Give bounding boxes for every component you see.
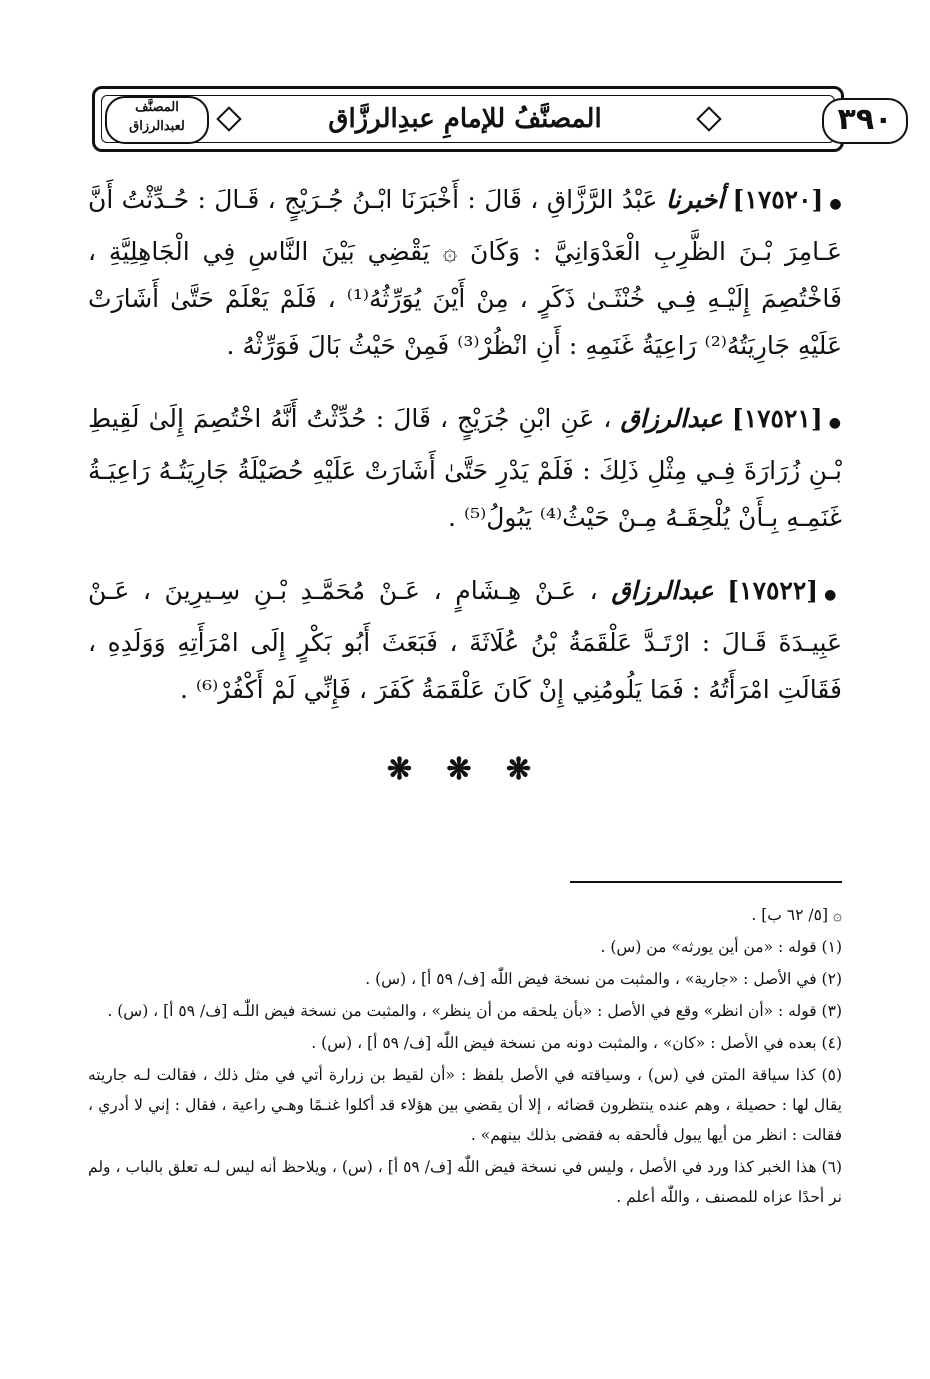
footnote: (٣) قوله : «أن انظر» وقع في الأصل : «بأن يلحقه من أن ينظر» ، والمثبت من نسخة فيض اللّٰـه [ف/ ٥٩ أ] ، (س) . — [107, 1002, 842, 1020]
page-number: ٣٩٠ — [822, 98, 908, 144]
hadith-text: عَبْدُ الرَّزَّاقِ ، قَالَ : أَخْبَرَنَا ابْـنُ جُـرَيْجٍ ، قَـالَ : حُـدِّثْتُ أَنَّ عَـامِرَ بْـنَ الظَّرِبِ الْعَدْوَانِيَّ : وَكَانَ ۞ يَقْضِي بَيْنَ النَّاسِ فِي الْجَاهِلِيَّةِ ، فَاخْتُصِمَ إِلَيْـهِ فِـي خُنْثَـىٰ ذَكَرٍ ، مِنْ أَيْنَ يُوَرِّثُهُ⁽¹⁾ ، فَلَمْ يَعْلَمْ حَتَّىٰ أَشَارَتْ عَلَيْهِ جَارِيَتُهُ⁽²⁾ رَاعِيَةُ غَنَمِهِ : أَنِ انْظُرْ⁽³⁾ فَمِنْ حَيْثُ بَالَ فَوَرِّثْهُ . — [88, 185, 842, 360]
main-text — [88, 176, 842, 739]
hadith-number: [١٧٥٢٢] — [727, 576, 819, 605]
section-separator: ❋ ❋ ❋ — [386, 752, 544, 787]
footnote: (٦) هذا الخبر كذا ورد في الأصل ، وليس في نسخة فيض اللّٰه [ف/ ٥٩ أ] ، (س) ، ويلاحظ أنه ليس لـه تعلق بالباب ، ولم نر أحدًا عزاه للمصنف ، واللّٰه أعلم . — [88, 1158, 842, 1206]
hadith-text: ، عَنِ ابْنِ جُرَيْجٍ ، قَالَ : حُدِّثْتُ أَنَّهُ اخْتُصِمَ إِلَىٰ لَقِيطِ بْـنِ زُرَارَةَ فِـي مِثْلِ ذَلِكَ : فَلَمْ يَدْرِ حَتَّىٰ أَشَارَتْ عَلَيْهِ حُصَيْلَةُ جَارِيَتُـهُ رَاعِيَـةُ غَنَمِـهِ بِـأَنْ يُلْحِقَـهُ مِـنْ حَيْثُ⁽⁴⁾ يَبُولُ⁽⁵⁾ . — [88, 404, 842, 532]
hadith-number: [١٧٥٢١] — [731, 404, 823, 433]
bullet-icon: ● — [829, 196, 843, 212]
hadith-number: [١٧٥٢٠] — [732, 185, 824, 214]
footnote: (١) قوله : «من أين يورثه» من (س) . — [600, 938, 842, 956]
book-title: المصنَّفُ للإمامِ عبدِالرزَّاق — [328, 104, 602, 134]
isnad-abbrev: عبدالرزاق — [611, 576, 714, 605]
isnad-abbrev: أخبرنا — [665, 185, 725, 214]
isnad-abbrev: عبدالرزاق — [620, 404, 723, 433]
hadith-text: ، عَـنْ هِـشَامٍ ، عَـنْ مُحَمَّـدِ بْـنِ سِـيرِينَ ، عَـنْ عَبِيـدَةَ قَـالَ : ارْتَـدَّ عَلْقَمَةُ بْنُ عُلَاثَةَ ، فَبَعَثَ أَبُو بَكْرٍ إِلَى امْرَأَتِهِ وَوَلَدِهِ ، فَقَالَتِ امْرَأَتُهُ : فَمَا يَلُومُنِي إِنْ كَانَ عَلْقَمَةُ كَفَرَ ، فَإِنِّي لَمْ أَكْفُرْ⁽⁶⁾ . — [88, 576, 842, 704]
bullet-icon: ● — [824, 587, 842, 603]
hadith-paragraph — [88, 395, 842, 541]
hadith-paragraph — [88, 176, 842, 369]
footnote: (٥) كذا سياقة المتن في (س) ، وسياقته في الأصل بلفظ : «أن لقيط بن زرارة أتي في مثل ذلك ، فقالت لـه جاريته يقال لها : حصيلة ، وهم عنده ينتظرون قضائه ، إلا أن يقضي بين هؤلاء قد أكلوا غنـمًا وهـي راعية ، فقال : إني لا أدري ، فقالت : انظر من أيها يبول فألحقه به فقضى بذلك بينهم» . — [88, 1066, 842, 1144]
footnotes — [88, 900, 842, 1214]
bullet-icon: ● — [828, 415, 842, 431]
hadith-paragraph — [88, 567, 842, 713]
footnote: ۞ [٥/ ٦٢ ب] . — [751, 906, 842, 924]
footnote: (٢) في الأصل : «جارية» ، والمثبت من نسخة فيض اللّٰه [ف/ ٥٩ أ] ، (س) . — [365, 970, 842, 988]
footnote: (٤) بعده في الأصل : «كان» ، والمثبت دونه من نسخة فيض اللّٰه [ف/ ٥٩ أ] ، (س) . — [311, 1034, 842, 1052]
footnote-rule — [570, 881, 842, 883]
book-seal: المصنَّف لعبدالرزاق — [105, 96, 209, 144]
